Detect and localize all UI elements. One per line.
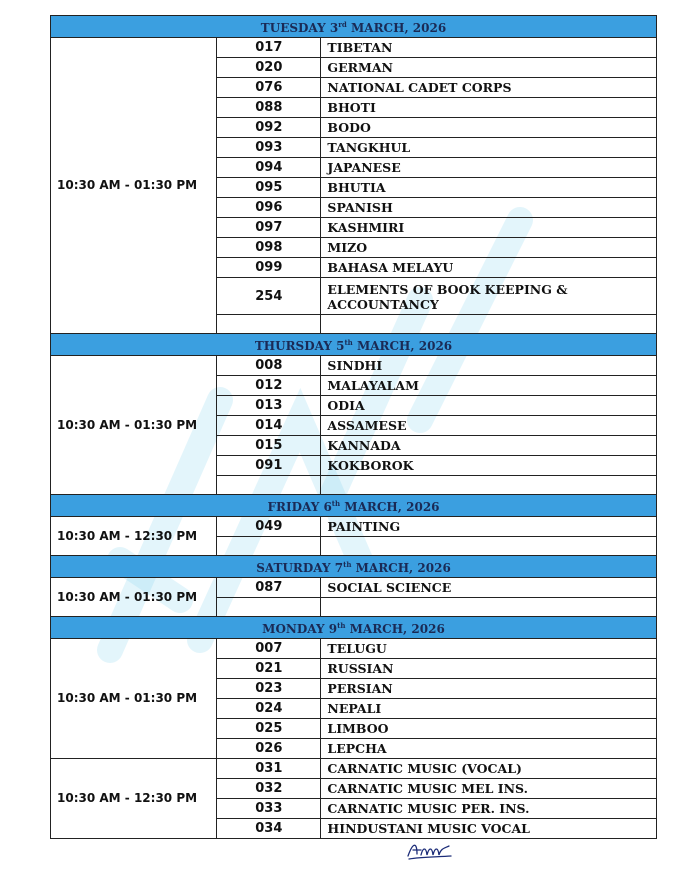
date-day: MONDAY 9 [262,622,338,636]
subject-code: 008 [217,356,321,376]
subject-row [51,356,657,376]
subject-name: MALAYALAM [321,376,657,396]
subject-code: 076 [217,78,321,98]
blank-cell [217,476,321,495]
date-header [51,334,657,356]
subject-code: 015 [217,436,321,456]
date-header [51,617,657,639]
time-slot: 10:30 AM - 01:30 PM [51,639,217,759]
date-header-row [51,617,657,639]
subject-name: ODIA [321,396,657,416]
subject-name: SOCIAL SCIENCE [321,578,657,598]
subject-code: 031 [217,759,321,779]
subject-code: 097 [217,218,321,238]
subject-name: PAINTING [321,517,657,537]
subject-name: TELUGU [321,639,657,659]
date-ordinal: th [337,621,346,630]
subject-code: 013 [217,396,321,416]
subject-code: 014 [217,416,321,436]
signature [405,838,455,862]
subject-name: KOKBOROK [321,456,657,476]
date-header [51,556,657,578]
subject-name: LEPCHA [321,739,657,759]
subject-code: 095 [217,178,321,198]
subject-name: BAHASA MELAYU [321,258,657,278]
subject-code: 092 [217,118,321,138]
subject-row [51,38,657,58]
subject-row [51,759,657,779]
subject-name: CARNATIC MUSIC (VOCAL) [321,759,657,779]
subject-row [51,639,657,659]
blank-cell [321,598,657,617]
subject-code: 032 [217,779,321,799]
subject-name: KASHMIRI [321,218,657,238]
subject-name: RUSSIAN [321,659,657,679]
time-slot: 10:30 AM - 01:30 PM [51,356,217,495]
date-ordinal: th [343,560,352,569]
exam-schedule-table [50,15,657,839]
date-header-row [51,556,657,578]
blank-cell [321,476,657,495]
date-month-year: MARCH, 2026 [351,561,451,575]
subject-code: 088 [217,98,321,118]
subject-name: GERMAN [321,58,657,78]
subject-code: 020 [217,58,321,78]
subject-code: 007 [217,639,321,659]
date-day: SATURDAY 7 [256,561,344,575]
blank-cell [321,537,657,556]
blank-cell [217,315,321,334]
date-day: TUESDAY 3 [260,21,339,35]
date-header [51,16,657,38]
subject-name: SPANISH [321,198,657,218]
subject-code: 099 [217,258,321,278]
subject-code: 017 [217,38,321,58]
subject-code: 093 [217,138,321,158]
subject-name: BODO [321,118,657,138]
date-header-row [51,334,657,356]
subject-name: CARNATIC MUSIC PER. INS. [321,799,657,819]
subject-name: CARNATIC MUSIC MEL INS. [321,779,657,799]
subject-row [51,517,657,537]
subject-name: SINDHI [321,356,657,376]
subject-code: 026 [217,739,321,759]
date-header-row [51,495,657,517]
blank-cell [217,537,321,556]
subject-name: NATIONAL CADET CORPS [321,78,657,98]
subject-name: NEPALI [321,699,657,719]
date-month-year: MARCH, 2026 [352,339,453,353]
subject-code: 087 [217,578,321,598]
date-day: FRIDAY 6 [267,500,332,514]
subject-code: 094 [217,158,321,178]
subject-code: 025 [217,719,321,739]
subject-name: KANNADA [321,436,657,456]
subject-name: HINDUSTANI MUSIC VOCAL [321,819,657,839]
subject-code: 091 [217,456,321,476]
blank-cell [321,315,657,334]
subject-name: PERSIAN [321,679,657,699]
date-ordinal: th [331,499,341,508]
subject-code: 012 [217,376,321,396]
date-header-row [51,16,657,38]
date-day: THURSDAY 5 [254,339,345,353]
subject-name: JAPANESE [321,158,657,178]
subject-code: 098 [217,238,321,258]
date-month-year: MARCH, 2026 [345,622,445,636]
time-slot: 10:30 AM - 01:30 PM [51,38,217,334]
subject-code: 096 [217,198,321,218]
subject-name: ELEMENTS OF BOOK KEEPING & ACCOUNTANCY [321,278,657,315]
subject-code: 049 [217,517,321,537]
subject-code: 023 [217,679,321,699]
date-month-year: MARCH, 2026 [340,500,440,514]
subject-code: 034 [217,819,321,839]
date-month-year: MARCH, 2026 [346,21,447,35]
subject-name: TIBETAN [321,38,657,58]
subject-name: ASSAMESE [321,416,657,436]
subject-name: LIMBOO [321,719,657,739]
subject-code: 024 [217,699,321,719]
subject-name: TANGKHUL [321,138,657,158]
time-slot: 10:30 AM - 12:30 PM [51,759,217,839]
subject-code: 254 [217,278,321,315]
subject-code: 021 [217,659,321,679]
time-slot: 10:30 AM - 01:30 PM [51,578,217,617]
time-slot: 10:30 AM - 12:30 PM [51,517,217,556]
blank-cell [217,598,321,617]
date-header [51,495,657,517]
subject-name: MIZO [321,238,657,258]
date-ordinal: th [344,338,353,347]
subject-name: BHUTIA [321,178,657,198]
subject-code: 033 [217,799,321,819]
date-ordinal: rd [338,20,347,29]
subject-name: BHOTI [321,98,657,118]
subject-row [51,578,657,598]
